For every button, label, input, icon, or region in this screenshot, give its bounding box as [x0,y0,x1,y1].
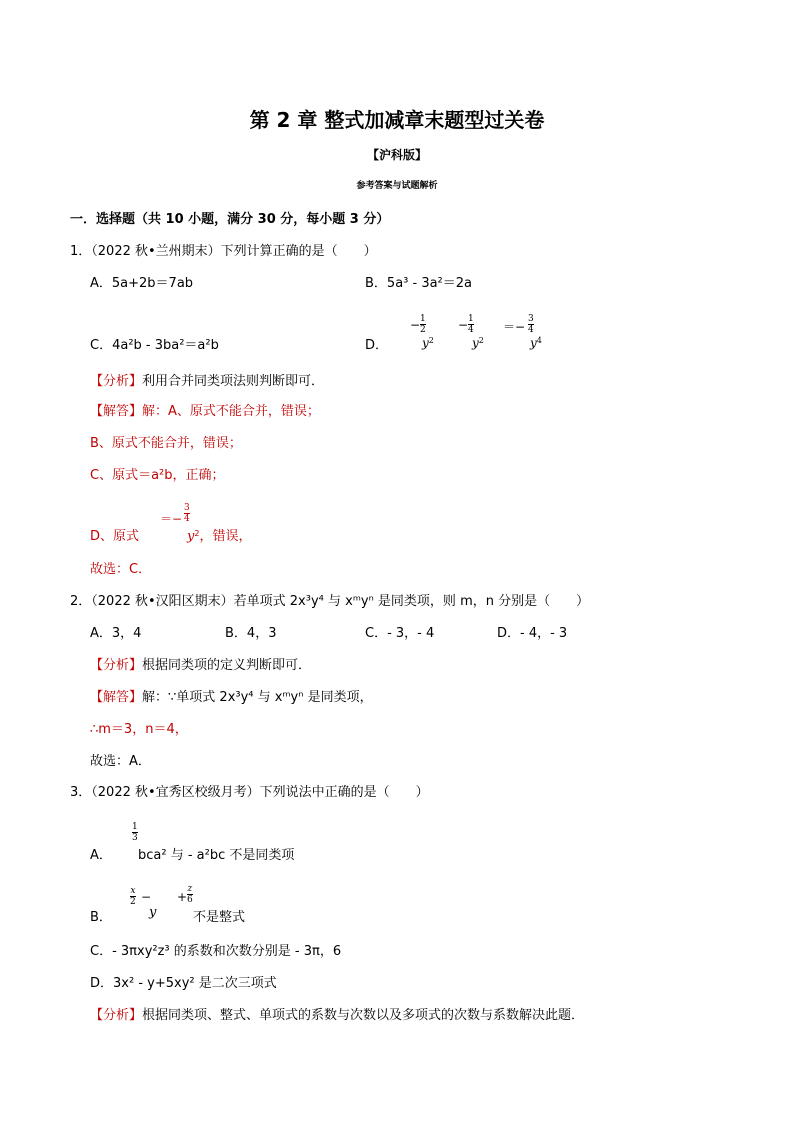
q1-d-frac-3 [528,314,534,335]
q1-d-term-2: $y^2$ [472,336,484,350]
q3-option-a-label: A． [90,848,112,863]
q3-b-frac-2 [187,884,193,905]
q2-answer-2: ∴m＝3，n＝4， [90,722,188,737]
answer-tag: 【解答】 [90,404,143,419]
q1-analysis-text: 利用合并同类项法则判断即可． [142,374,325,389]
q3-option-b-label: B． [90,910,112,925]
q1-d-minus-2: − [458,318,469,332]
q1-answer-d-frac-den: 4 [184,514,190,524]
q2-answer [90,686,373,705]
q1-answer-d-equals: ＝− [160,512,183,526]
edition-label: 【沪科版】 [366,148,427,162]
q1-d-term-3: $y^4$ [530,336,542,350]
q1-answer-d-frac [184,503,190,524]
q2-analysis [90,654,311,673]
q2-answer-1: 解：∵单项式 2x³y⁴ 与 xᵐyⁿ 是同类项， [142,690,373,705]
q1-option-c: C．4a²b - 3ba²＝a²b [90,338,219,353]
q2-option-d: D．- 4，- 3 [497,626,568,641]
q1-d-term-1: $y^2$ [422,336,434,350]
q1-option-a: A．5a+2b＝7ab [90,276,194,291]
q3-a-frac-den: 3 [132,833,138,843]
q1-choice: 故选：C． [90,562,152,577]
q2-analysis-text: 根据同类项的定义判断即可． [142,658,312,673]
q2-option-a: A．3，4 [90,626,142,641]
q1-d-equals: ＝− [503,320,526,334]
q3-b-frac-1-den: 2 [130,897,136,907]
q1-d-frac-1-den: 2 [420,325,426,335]
q3-b-frac-1-num: x [130,886,136,896]
q1-answer-b: B、原式不能合并，错误； [90,436,242,451]
q3-a-frac [132,822,138,843]
q1-answer-d-tail: $y^2$，错误， [187,529,252,544]
subtitle: 参考答案与试题解析 [356,181,438,191]
answer-tag: 【解答】 [90,690,143,705]
analysis-tag: 【分析】 [90,658,143,673]
q1-answer-d-suffix: ，错误， [199,529,252,544]
q1-d-minus-1: − [410,318,421,332]
q3-analysis [90,1004,584,1023]
q3-b-frac-2-num: z [187,884,193,894]
q1-option-d-label: D． [365,338,389,353]
q3-b-y: y [149,905,157,920]
q1-analysis [90,370,324,389]
q1-stem: 1．（2022 秋•兰州期末）下列计算正确的是（ ） [70,244,377,259]
q2-choice: 故选：A． [90,754,151,769]
q1-d-frac-3-num: 3 [528,314,534,324]
q1-d-frac-2-den: 4 [468,325,474,335]
q3-analysis-text: 根据同类项、整式、单项式的系数与次数以及多项式的次数与系数解决此题． [142,1008,585,1023]
section-heading: 一．选择题（共 10 小题，满分 30 分，每小题 3 分） [70,212,390,227]
q1-d-frac-2 [468,314,474,335]
q2-stem: 2．（2022 秋•汉阳区期末）若单项式 2x³y⁴ 与 xᵐyⁿ 是同类项，则 m，n 分别是（ ） [70,594,590,609]
q3-b-frac-1 [130,886,136,907]
q3-option-d: D．3x² - y+5xy² 是二次三项式 [90,976,277,991]
q3-b-plus: + [177,890,188,904]
q3-option-b-text: 不是整式 [193,910,246,925]
q2-option-b: B．4，3 [225,626,277,641]
q1-d-frac-1-num: 1 [420,314,426,324]
q3-b-minus: − [141,890,152,904]
analysis-tag: 【分析】 [90,374,143,389]
q3-option-c: C．- 3πxy²z³ 的系数和次数分别是 - 3π，6 [90,944,342,959]
q1-option-b: B．5a³ - 3a²＝2a [365,276,473,291]
q1-d-frac-1 [420,314,426,335]
q3-option-a-text: bca² 与 - a²bc 不是同类项 [138,848,295,863]
q1-d-frac-3-den: 4 [528,325,534,335]
q3-b-frac-2-den: 6 [187,895,193,905]
q3-stem: 3．（2022 秋•宜秀区校级月考）下列说法中正确的是（ ） [70,785,429,800]
page-title: 第 2 章 整式加减章末题型过关卷 [249,108,545,132]
q1-answer [90,400,320,419]
q2-option-c: C．- 3，- 4 [365,626,435,641]
q1-answer-a: 解：A、原式不能合并，错误； [142,404,320,419]
q1-answer-d-prefix: D、原式 [90,529,140,544]
q3-a-frac-num: 1 [132,822,138,832]
q1-answer-c: C、原式＝a²b，正确； [90,468,225,483]
analysis-tag: 【分析】 [90,1008,143,1023]
q1-d-frac-2-num: 1 [468,314,474,324]
q1-answer-d-frac-num: 3 [184,503,190,513]
